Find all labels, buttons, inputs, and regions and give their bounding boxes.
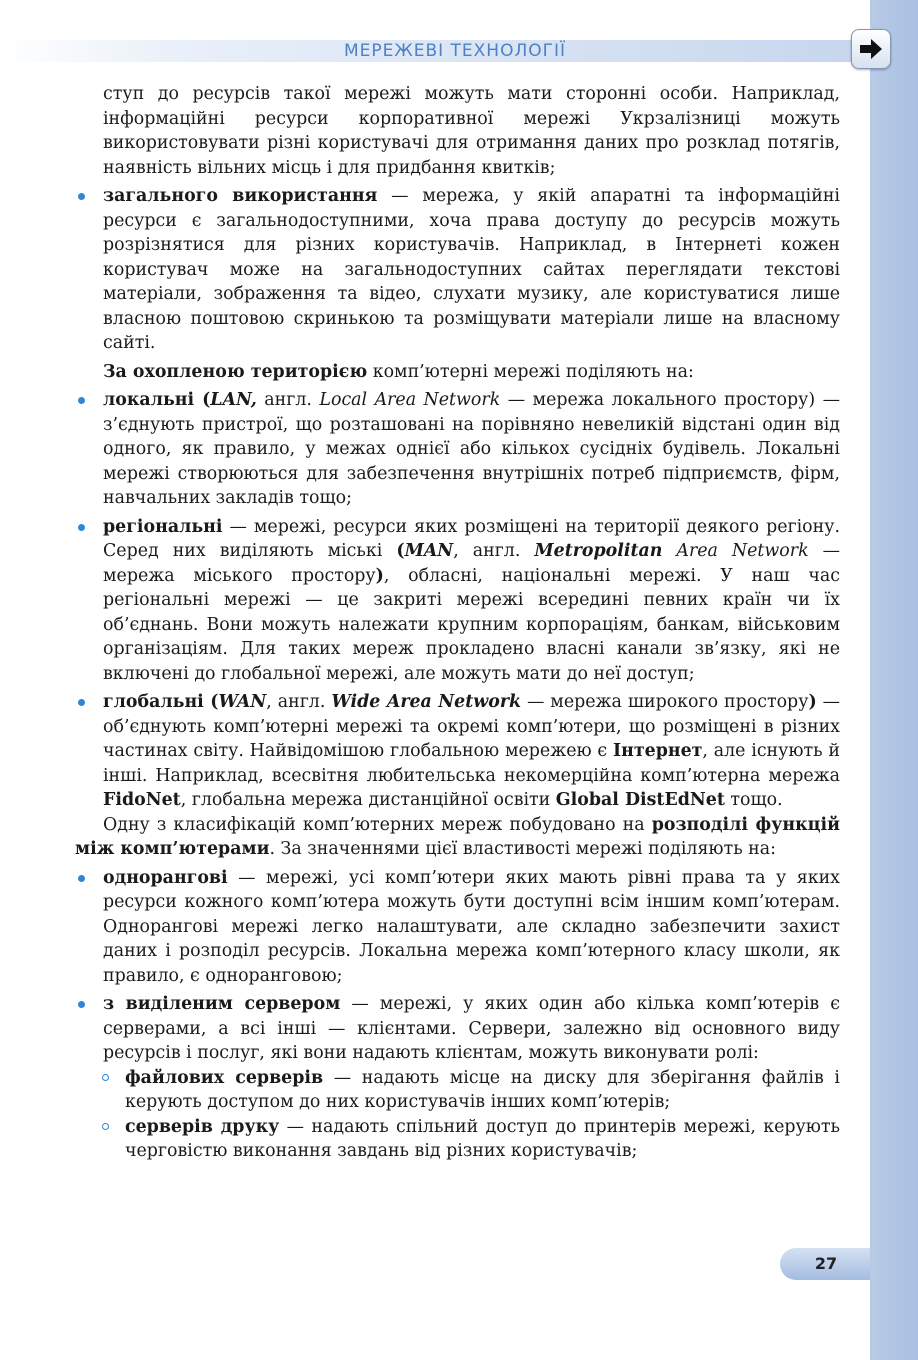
man-close: )	[375, 565, 384, 586]
full-wan: Wide Area Network	[331, 692, 522, 712]
engl-wan: , англ.	[266, 692, 332, 712]
man-open: (	[396, 541, 405, 561]
text-func-1: Одну з класифікацій комп’ютерних мереж побудовано на	[103, 814, 652, 835]
text-peer: — мережі, усі комп’ютери яких мають рівні права та у яких ресурси кожного комп’ютера можуть бути доступні всім іншим комп’ютерам. Однорангові мережі легко налаштувати, але складно забезпечити захист даних і розподіл ресурсів. Локальна мережа комп’ютерного класу школи, як правило, є одноранговою;	[103, 867, 840, 986]
term-internet: Інтернет	[612, 741, 703, 761]
list-item-peer	[75, 866, 840, 989]
paragraph-functions	[75, 813, 840, 862]
running-header: МЕРЕЖЕВІ ТЕХНОЛОГІЇ	[343, 41, 567, 61]
text-func-2: . За значеннями цієї властивості мережі поділяють на:	[269, 839, 777, 859]
term-file-servers: файлових серверів	[125, 1067, 324, 1088]
text-territory: комп’ютерні мережі поділяють на:	[367, 361, 694, 382]
abbr-wan: WAN	[218, 692, 267, 712]
text-wan-5: тощо.	[724, 790, 783, 810]
full-man-1: Metropolitan	[534, 541, 663, 561]
term-server: з виділеним сервером	[103, 994, 341, 1014]
text-regional-1: — мережі, ресурси яких розміщені на території деякого регіону. Серед них виділяють міські	[103, 516, 840, 561]
text-lan: — мережа локального простору) — з’єднують пристрої, що розташовані на порівняно невеликій відстані один від одного, як правило, у межах однієї або кількох сусідніх будівель. Локальні мережі створюються для забезпечення внутрішніх потреб підприємств, фірм, навчальних закладів тощо;	[103, 390, 841, 508]
text-server: — мережі, у яких один або кілька комп’ютерів є серверами, а всі інші — клієнтами. Сервери, залежно від основного виду ресурсів і послуг, які вони надають клієнтам, можуть виконувати ролі:	[103, 994, 840, 1063]
term-global-distednet: Global DistEdNet	[555, 790, 725, 810]
page-content	[75, 82, 840, 1164]
list-item-regional	[75, 515, 840, 687]
term-regional: регіональні	[103, 516, 223, 537]
list-item-public	[75, 184, 840, 356]
text-wan-4: , глобальна мережа дистанційної освіти	[180, 790, 556, 810]
term-fidonet: FidoNet	[103, 790, 181, 810]
list-item-server	[75, 992, 840, 1066]
abbr-man: MAN	[404, 541, 454, 561]
arrow-right-icon	[859, 38, 883, 60]
list-item-wan	[75, 690, 840, 813]
text-file-servers: — надають місце на диску для зберігання файлів і керують доступом до них користувачів інших комп’ютерів;	[125, 1067, 840, 1112]
text-wan-2: — об’єднують комп’ютерні мережі та окремі комп’ютери, що розміщені в різних частинах світу. Найвідомішою глобальною мережею є	[103, 692, 840, 761]
full-lan: Local Area Network	[319, 390, 501, 410]
text-public: — мережа, у якій апаратні та інформаційні ресурси є загальнодоступними, хоча права доступу до ресурсів можуть розрізнятися для різних користувачів. Наприклад, в Інтернеті кожен користувач може на загальнодоступних сайтах переглядати текстові матеріали, зображення та відео, слухати музику, але користуватися лише власною поштовою скринькою та розміщувати матеріали лише на власному сайті.	[103, 186, 840, 353]
engl-lan: англ.	[256, 390, 320, 410]
full-man-2: Area Network	[662, 541, 809, 561]
term-wan: глобальні (	[103, 692, 219, 712]
text-print-servers: — надають спільний доступ до принтерів мережі, керують черговістю виконання завдань від різних користувачів;	[125, 1116, 840, 1161]
paragraph-territory	[75, 360, 840, 385]
term-public: загального використання	[103, 186, 378, 206]
sub-item-print-servers	[75, 1115, 840, 1164]
abbr-lan: LAN,	[210, 390, 257, 410]
text-regional-3: , обласні, національні мережі. У наш час регіональні мережі — це закриті мережі всередині певних країн чи їх об’єднань. Вони можуть належати крупним корпораціям, банкам, військовим організаціям. Для таких мереж прокладено власні канали зв’язку, які не включені до глобальної мережі, але можуть мати до неї доступ;	[103, 565, 840, 684]
term-territory: За охопленою територією	[103, 361, 368, 382]
page-number: 27	[814, 1254, 838, 1273]
sub-item-file-servers	[75, 1066, 840, 1115]
engl-man: , англ.	[453, 541, 535, 561]
term-functions: розподілі функцій між комп’ютерами	[75, 814, 840, 859]
text-wan-1: — мережа широкого простору	[521, 692, 809, 712]
wan-close: )	[808, 692, 817, 712]
side-strip	[870, 0, 918, 1360]
term-print-servers: серверів друку	[125, 1116, 280, 1137]
text-regional-2: — мережа міського простору	[103, 541, 841, 586]
term-peer: однорангові	[103, 867, 228, 888]
text-wan-3: , але існують й інші. Наприклад, всесвітня любительська некомерційна комп’ютерна мережа	[103, 741, 840, 786]
next-page-button[interactable]	[851, 29, 891, 69]
list-item-lan	[75, 388, 840, 511]
paragraph-continuation: ступ до ресурсів такої мережі можуть мати сторонні особи. Наприклад, інформаційні ресурси корпоративної мережі Укрзалізниці можуть використовувати різні користувачі для отримання даних про розклад потягів, наявність вільних місць і для придбання квитків;	[103, 84, 840, 178]
term-lan: локальні (	[103, 390, 211, 410]
